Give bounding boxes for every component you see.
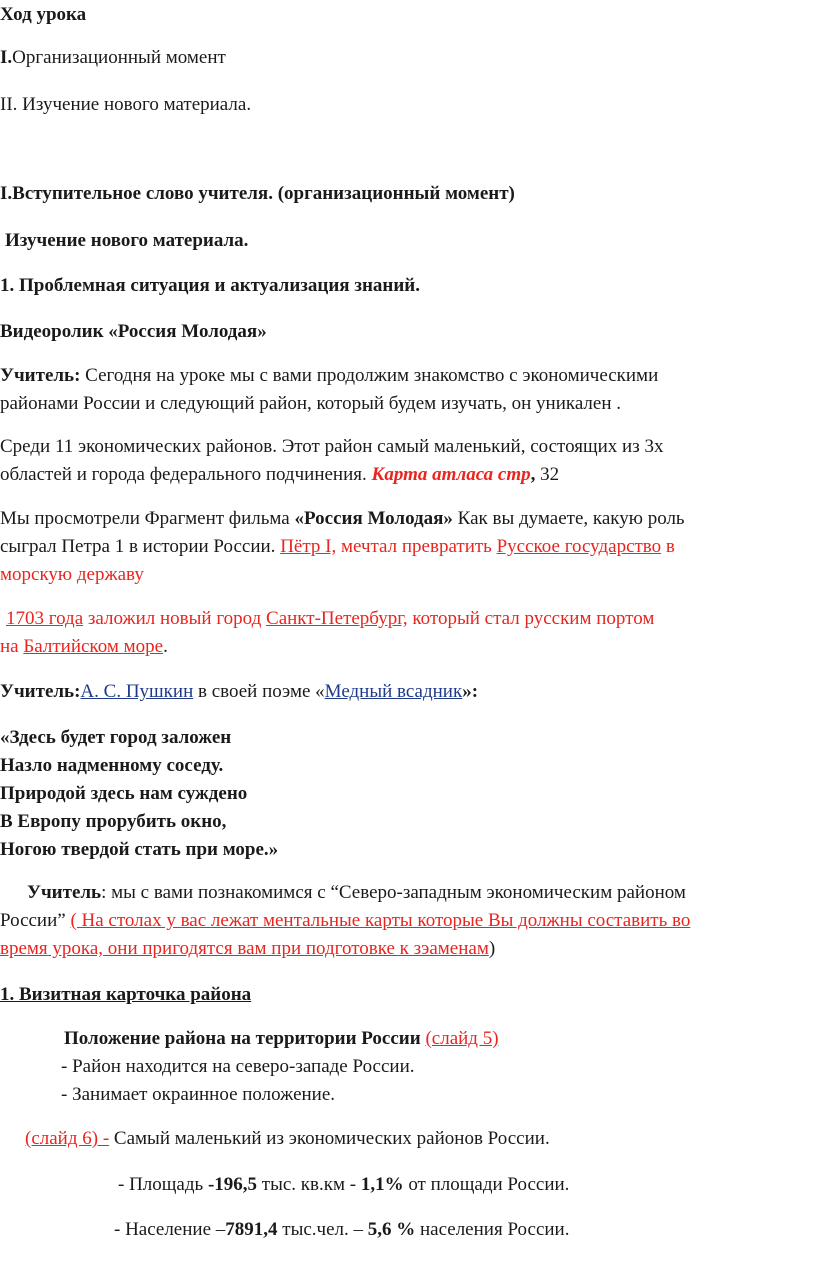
film-text-5: в [661, 536, 675, 557]
plan-item-1-number: I. [0, 47, 13, 68]
teacher-label-3: Учитель [27, 882, 102, 903]
mental-maps-note-2: время урока, они пригодятся вам при подготовке к зэаменам [0, 938, 489, 959]
teacher-text: Сегодня на уроке мы с вами продолжим знакомство с экономическими [80, 365, 659, 386]
population-text-1: - Население – [114, 1219, 226, 1240]
slide-5-link[interactable]: (слайд 5) [425, 1028, 499, 1049]
atlas-reference: Карта атласа стр [371, 464, 531, 485]
area-value: -196,5 [207, 1174, 258, 1195]
intro-text-2: России” [0, 910, 71, 931]
slide-6-link[interactable]: (слайд 6) - [25, 1128, 110, 1149]
problem-title: 1. Проблемная ситуация и актуализация знаний. [0, 275, 421, 296]
saint-petersburg-link[interactable]: Санкт-Петербург, [266, 608, 408, 629]
pushkin-text-2: »: [462, 681, 479, 702]
area-percent: 1,1% [360, 1174, 404, 1195]
teacher-paragraph-line-1 [0, 366, 658, 387]
section-2-title: Изучение нового материала. [5, 230, 249, 251]
poem-line: В Европу прорубить окно, [0, 811, 227, 832]
founding-text-2: который стал русским портом [407, 608, 655, 629]
poem-line: Природой здесь нам суждено [0, 783, 248, 804]
teacher-label: Учитель: [0, 365, 81, 386]
population-text-2: тыс.чел. – [277, 1219, 368, 1240]
teacher-paragraph-line-2: районами России и следующий район, который будем изучать, он уникален . [0, 393, 622, 414]
area-text-1: - Площадь [118, 1174, 208, 1195]
regions-text: областей и города федерального подчинения. [0, 464, 372, 485]
plan-item-1-text: Организационный момент [12, 47, 226, 68]
population-percent: 5,6 % [367, 1219, 416, 1240]
pushkin-link[interactable]: А. С. Пушкин [80, 681, 194, 702]
regions-line-1: Среди 11 экономических районов. Этот район самый маленький, состоящих из 3х [0, 436, 664, 457]
card-title: 1. Визитная карточка района [0, 984, 252, 1005]
film-text-3: сыграл Петра 1 в истории России. [0, 536, 281, 557]
regions-line-2 [0, 465, 559, 486]
section-1-title: I.Вступительное слово учителя. (организационный момент) [0, 183, 515, 204]
film-text-1: Мы просмотрели Фрагмент фильма [0, 508, 295, 529]
founding-line-1 [6, 609, 654, 630]
intro-text-1: : мы с вами познакомимся с “Северо-западным экономическим районом [101, 882, 686, 903]
founding-text-1: заложил новый город [83, 608, 267, 629]
pushkin-line [0, 682, 478, 703]
area-line [118, 1175, 569, 1196]
poem-line: Ногою твердой стать при море.» [0, 839, 279, 860]
film-line-2 [0, 537, 675, 558]
plan-item-1 [0, 48, 226, 69]
position-title-line [64, 1029, 499, 1050]
intro-line-2 [0, 911, 690, 932]
population-text-3: населения России. [415, 1219, 570, 1240]
atlas-page: 32 [535, 464, 560, 485]
film-text-2: Как вы думаете, какую роль [452, 508, 685, 529]
slide-6-text: Самый маленький из экономических районов России. [109, 1128, 550, 1149]
slide-6-line [25, 1129, 550, 1150]
plan-item-2: II. Изучение нового материала. [0, 94, 252, 115]
lesson-heading: Ход урока [0, 4, 87, 25]
film-title: «Россия Молодая» [294, 508, 453, 529]
position-title: Положение района на территории России [64, 1028, 426, 1049]
atlas-comma: , [530, 464, 536, 485]
bronze-horseman-link[interactable]: Медный всадник [324, 681, 463, 702]
population-value: 7891,4 [225, 1219, 278, 1240]
film-line-1 [0, 509, 685, 530]
video-title: Видеоролик «Россия Молодая» [0, 321, 267, 342]
russian-state-link[interactable]: Русское государство [496, 536, 662, 557]
pushkin-text-1: в своей поэме « [193, 681, 325, 702]
poem-line: Назло надменному соседу. [0, 755, 224, 776]
founding-period: . [163, 636, 168, 657]
teacher-label-2: Учитель: [0, 681, 81, 702]
founding-text-3: на [0, 636, 24, 657]
year-1703-link[interactable]: 1703 года [6, 608, 84, 629]
intro-line-3 [0, 939, 495, 960]
peter-link[interactable]: Пётр I, [280, 536, 337, 557]
position-line-2: - Занимает окраинное положение. [61, 1084, 336, 1105]
intro-line-1 [27, 883, 686, 904]
intro-text-3: ) [488, 938, 496, 959]
poem-line: «Здесь будет город заложен [0, 727, 232, 748]
founding-line-2 [0, 637, 168, 658]
film-text-4: мечтал превратить [336, 536, 497, 557]
position-line-1: - Район находится на северо-западе России. [61, 1056, 415, 1077]
area-text-3: от площади России. [403, 1174, 570, 1195]
population-line [114, 1220, 569, 1241]
mental-maps-note-1: ( На столах у вас лежат ментальные карты которые Вы должны составить во [70, 910, 691, 931]
baltic-sea-link[interactable]: Балтийском море [23, 636, 164, 657]
film-line-3: морскую державу [0, 564, 144, 585]
area-text-2: тыс. кв.км - [257, 1174, 361, 1195]
